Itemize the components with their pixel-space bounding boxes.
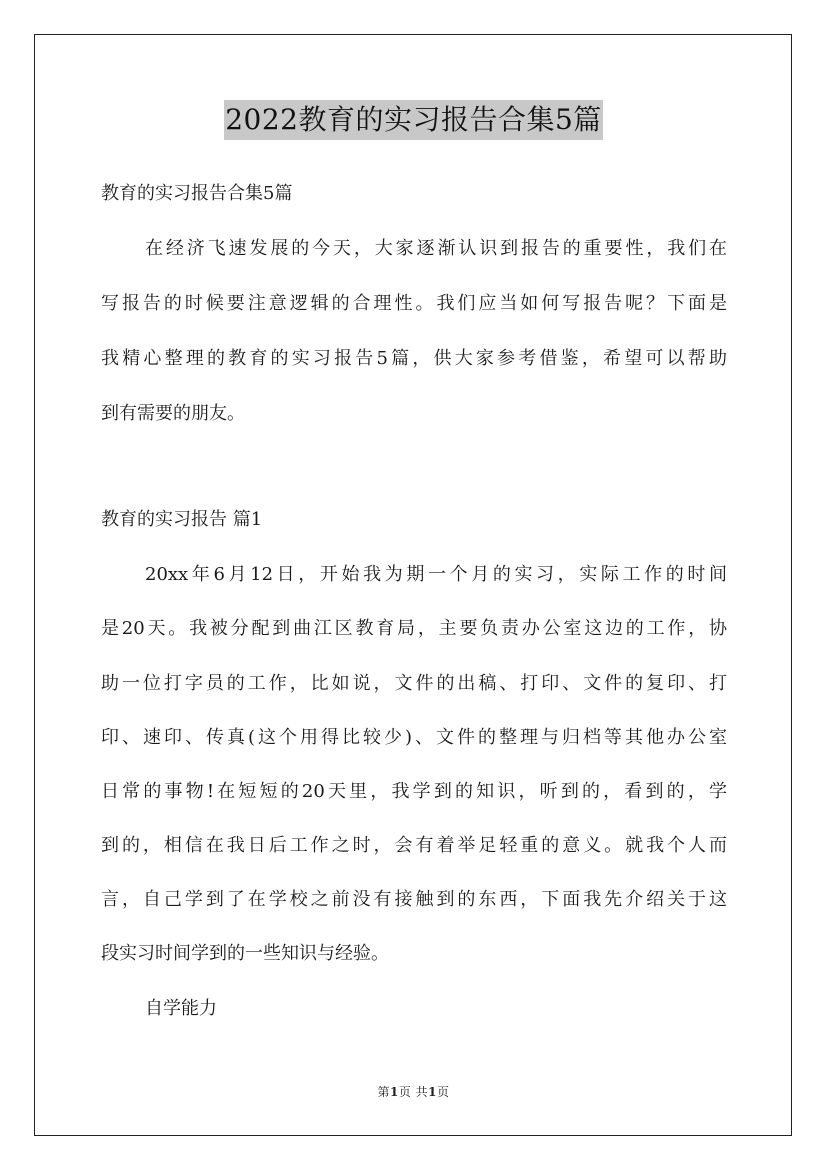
body-line-2: 是20天。我被分配到曲江区教育局，主要负责办公室这边的工作，协 — [101, 618, 727, 639]
intro-line-2: 写报告的时候要注意逻辑的合理性。我们应当如何写报告呢？下面是 — [101, 293, 727, 314]
intro-line-1: 在经济飞速发展的今天，大家逐渐认识到报告的重要性，我们在 — [145, 238, 727, 259]
page-footer — [0, 1083, 827, 1100]
intro-line-3: 我精心整理的教育的实习报告5篇，供大家参考借鉴，希望可以帮助 — [101, 348, 727, 369]
body-line-7: 言，自己学到了在学校之前没有接触到的东西，下面我先介绍关于这 — [101, 889, 727, 910]
body-line-1: 20xx年6月12日，开始我为期一个月的实习，实际工作的时间 — [145, 564, 727, 585]
body-line-8: 段实习时间学到的一些知识与经验。 — [101, 943, 389, 964]
intro-line-4: 到有需要的朋友。 — [101, 403, 245, 424]
footer-mid: 页 共 — [398, 1085, 429, 1099]
body-line-6: 到的，相信在我日后工作之时，会有着举足轻重的意义。就我个人而 — [101, 835, 727, 856]
title-container — [0, 100, 827, 140]
footer-page-number: 1 — [389, 1085, 399, 1099]
document-subtitle: 教育的实习报告合集5篇 — [101, 183, 293, 204]
body-line-4: 印、速印、传真(这个用得比较少)、文件的整理与归档等其他办公室 — [101, 727, 727, 748]
footer-total-pages: 1 — [428, 1085, 438, 1099]
body-line-3: 助一位打字员的工作，比如说，文件的出稿、打印、文件的复印、打 — [101, 673, 727, 694]
document-title: 2022教育的实习报告合集5篇 — [224, 100, 603, 140]
body-line-5: 日常的事物!在短短的20天里，我学到的知识，听到的，看到的，学 — [101, 781, 727, 802]
section-heading: 教育的实习报告 篇1 — [101, 509, 263, 530]
footer-suffix: 页 — [437, 1085, 450, 1099]
subheading: 自学能力 — [145, 998, 217, 1019]
footer-prefix: 第 — [377, 1085, 390, 1099]
